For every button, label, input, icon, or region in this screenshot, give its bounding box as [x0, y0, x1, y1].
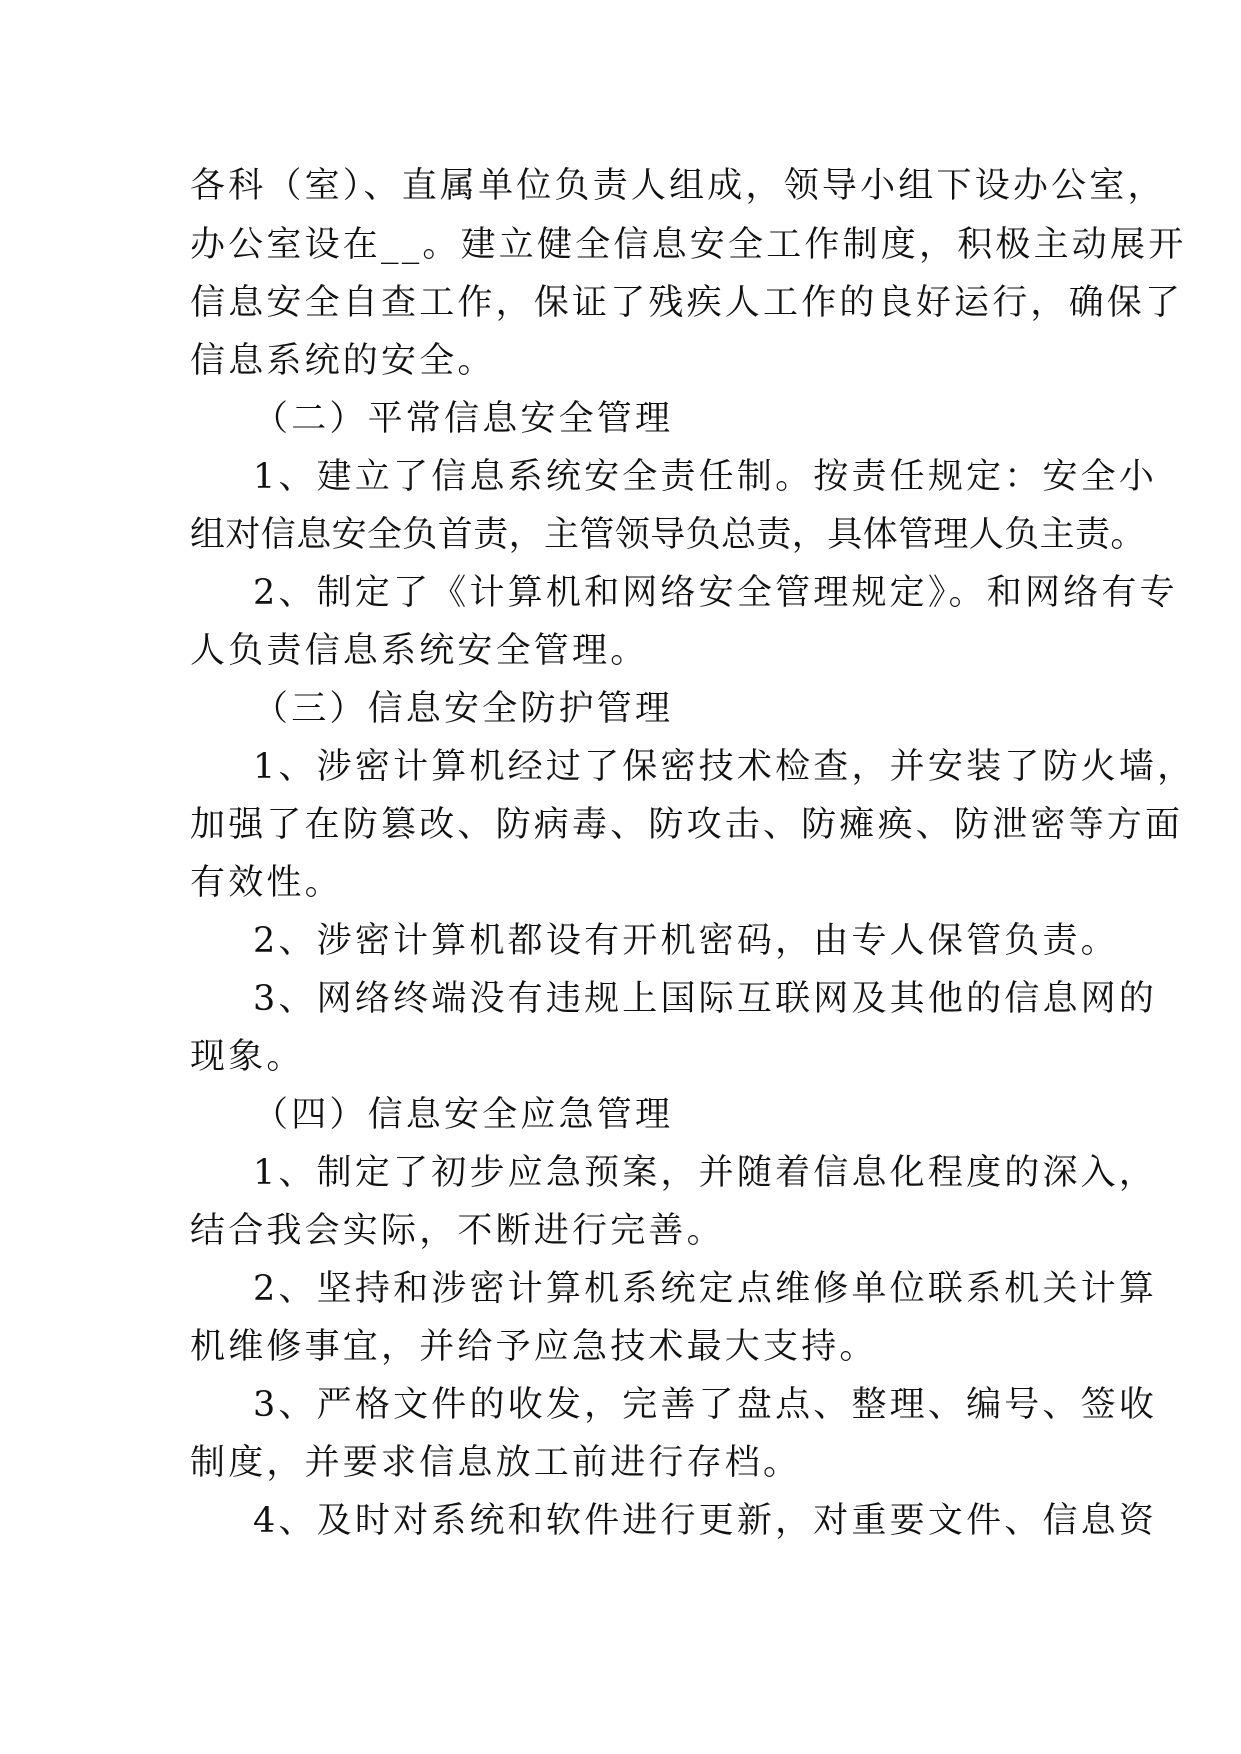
paragraph-line: 信息安全自查工作，保证了残疾人工作的良好运行，确保了: [190, 283, 1184, 323]
paragraph-line: 组对信息安全负首责，主管领导负总责，具体管理人负主责。: [190, 515, 1146, 555]
paragraph-line: 2、坚持和涉密计算机系统定点维修单位联系机关计算: [253, 1269, 1158, 1309]
paragraph-line: 1、建立了信息系统安全责任制。按责任规定：安全小: [253, 457, 1158, 497]
paragraph-line: 各科（室）、直属单位负责人组成，领导小组下设办公室，: [190, 166, 1166, 206]
paragraph-line: 3、网络终端没有违规上国际互联网及其他的信息网的: [253, 979, 1158, 1019]
paragraph-line: 1、制定了初步应急预案，并随着信息化程度的深入，: [253, 1153, 1158, 1193]
paragraph-line: 结合我会实际，不断进行完善。: [190, 1211, 725, 1251]
paragraph-line: 现象。: [190, 1037, 305, 1077]
paragraph-line: 信息系统的安全。: [190, 341, 496, 381]
paragraph-line: 4、及时对系统和软件进行更新，对重要文件、信息资: [253, 1501, 1158, 1541]
paragraph-line: 1、涉密计算机经过了保密技术检查，并安装了防火墙，: [253, 747, 1196, 787]
paragraph-line: 3、严格文件的收发，完善了盘点、整理、编号、签收: [253, 1385, 1158, 1425]
paragraph-line: 有效性。: [190, 863, 343, 903]
paragraph-line: 2、制定了《计算机和网络安全管理规定》。和网络有专: [253, 573, 1178, 613]
paragraph-line: 制度，并要求信息放工前进行存档。: [190, 1443, 802, 1483]
paragraph-line: 办公室设在__。建立健全信息安全工作制度，积极主动展开: [190, 225, 1187, 265]
section-heading: （三）信息安全防护管理: [253, 689, 674, 729]
paragraph-line: 人负责信息系统安全管理。: [190, 631, 649, 671]
section-heading: （二）平常信息安全管理: [253, 399, 674, 439]
section-heading: （四）信息安全应急管理: [253, 1095, 674, 1135]
paragraph-line: 2、涉密计算机都设有开机密码，由专人保管负责。: [253, 921, 1119, 961]
paragraph-line: 加强了在防篡改、防病毒、防攻击、防瘫痪、防泄密等方面: [190, 805, 1184, 845]
paragraph-line: 机维修事宜，并给予应急技术最大支持。: [190, 1327, 878, 1367]
